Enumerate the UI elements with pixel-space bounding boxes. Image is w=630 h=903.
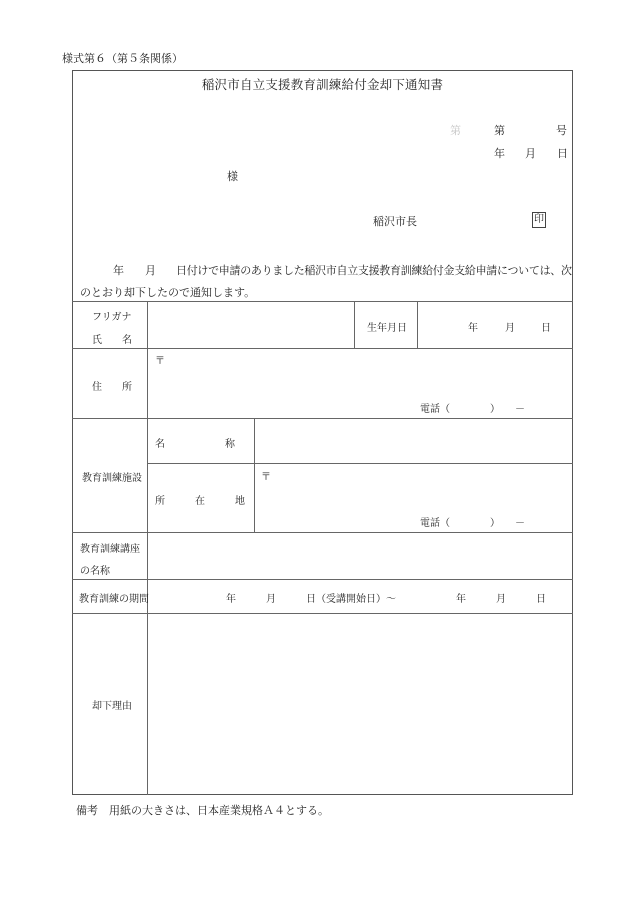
intro-line-1: 日付けで申請のありました稲沢市自立支援教育訓練給付金支給申請については、次: [176, 264, 572, 277]
facility-postal-mark: 〒: [261, 472, 271, 483]
doc-number-go: 号: [556, 124, 567, 137]
postal-mark: 〒: [155, 356, 165, 367]
date-day: 日: [557, 147, 568, 160]
seal-mark: 印: [532, 212, 546, 228]
birthdate-label: 生年月日: [367, 323, 407, 334]
document-title: 稲沢市自立支援教育訓練給付金却下通知書: [201, 77, 444, 92]
birth-month: 月: [505, 323, 515, 334]
facility-location-label: 所 在 地: [155, 496, 245, 507]
intro-year: 年: [113, 264, 124, 277]
table-rule: [147, 301, 148, 795]
name-label: 氏 名: [92, 335, 132, 346]
date-month: 月: [525, 147, 536, 160]
table-rule: [354, 301, 355, 348]
facility-name-label: 名 称: [155, 439, 235, 450]
issuer-name: 稲沢市長: [373, 215, 417, 228]
facility-label: 教育訓練施設: [82, 473, 142, 484]
facility-phone-text: 電話（ ） －: [420, 518, 525, 529]
footnote: 備考 用紙の大きさは、日本産業規格Ａ４とする。: [76, 804, 329, 817]
intro-month: 月: [145, 264, 156, 277]
course-label-line-2: の名称: [80, 566, 110, 577]
furigana-label: フリガナ: [92, 312, 132, 323]
birth-year: 年: [468, 323, 478, 334]
address-label: 住 所: [92, 382, 132, 393]
addressee-suffix: 様: [227, 170, 238, 183]
table-rule: [254, 418, 255, 532]
course-label-line-1: 教育訓練講座: [80, 544, 140, 555]
birth-day: 日: [541, 323, 551, 334]
phone-text: 電話（ ） －: [420, 404, 525, 415]
doc-number-prefix: 第: [450, 124, 461, 137]
form-number-label: 様式第６（第５条関係）: [62, 52, 183, 65]
period-text: 年 月 日（受講開始日）～ 年 月 日: [226, 594, 546, 605]
doc-number-dai: 第: [494, 124, 505, 137]
date-year: 年: [494, 147, 505, 160]
table-rule: [417, 301, 418, 348]
table-rule: [147, 463, 573, 464]
intro-line-2: のとおり却下したので通知します。: [80, 286, 256, 299]
period-label: 教育訓練の期間: [79, 594, 149, 605]
reason-label: 却下理由: [92, 701, 132, 712]
